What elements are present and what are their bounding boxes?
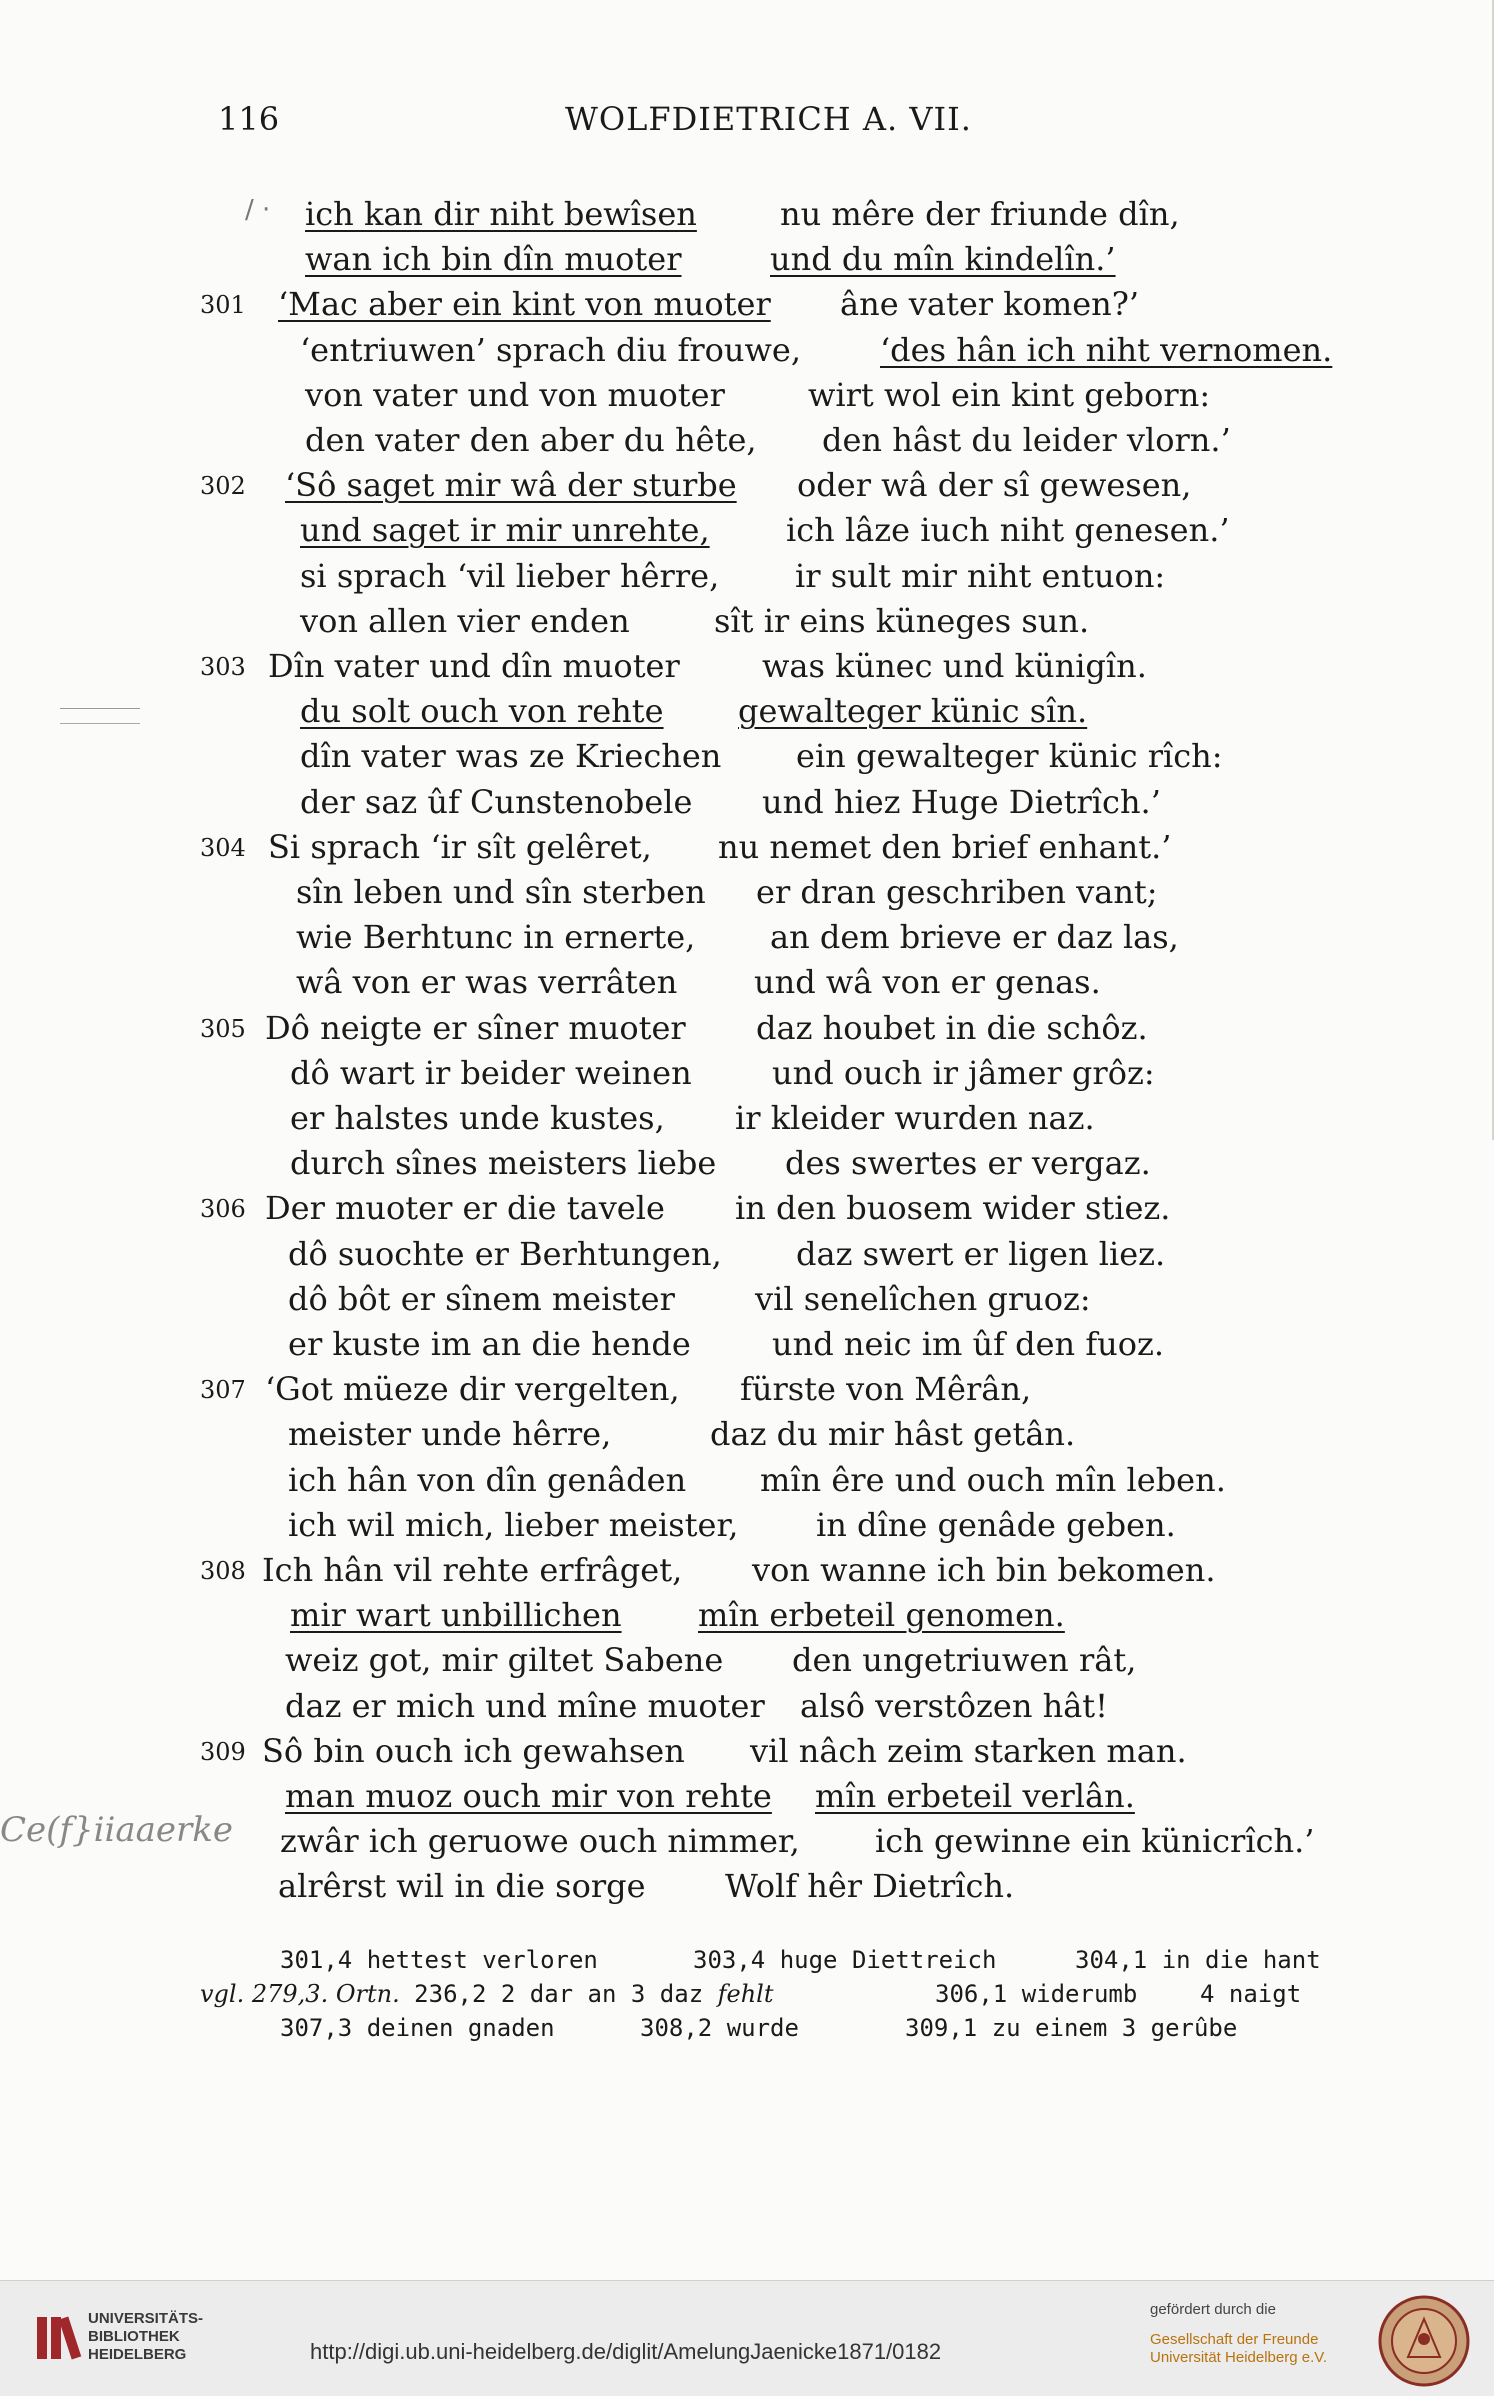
verse-second-half: und hiez Huge Dietrîch.’ bbox=[762, 783, 1161, 821]
verse-first-half: mir wart unbillichen bbox=[290, 1596, 622, 1634]
verse-second-half: ‘des hân ich niht vernomen. bbox=[880, 331, 1333, 369]
sponsor-label: gefördert durch die bbox=[1150, 2301, 1276, 2318]
verse-second-half: ein gewalteger künic rîch: bbox=[796, 737, 1223, 775]
verse-first-half: zwâr ich geruowe ouch nimmer, bbox=[280, 1822, 800, 1860]
library-name-line: UNIVERSITÄTS- bbox=[88, 2310, 204, 2327]
verse-number: 301 bbox=[200, 291, 246, 319]
verse-first-half: von vater und von muoter bbox=[305, 376, 725, 414]
verse-line bbox=[0, 1461, 1494, 1505]
verse-second-half: nu nemet den brief enhant.’ bbox=[718, 828, 1172, 866]
verse-line bbox=[0, 1325, 1494, 1369]
verse-second-half: an dem brieve er daz las, bbox=[770, 918, 1179, 956]
verse-second-half: des swertes er vergaz. bbox=[785, 1144, 1151, 1182]
verse-first-half: ‘Mac aber ein kint von muoter bbox=[278, 285, 771, 323]
verse-first-half: er kuste im an die hende bbox=[288, 1325, 691, 1363]
verse-first-half: Dô neigte er sîner muoter bbox=[265, 1009, 686, 1047]
verse-first-half: weiz got, mir giltet Sabene bbox=[285, 1641, 724, 1679]
verse-second-half: ir sult mir niht entuon: bbox=[795, 557, 1166, 595]
verse-line bbox=[0, 963, 1494, 1007]
verse-second-half: was künec und künigîn. bbox=[762, 647, 1147, 685]
verse-line bbox=[0, 737, 1494, 781]
verse-second-half: âne vater komen?’ bbox=[840, 285, 1140, 323]
verse-first-half: Ich hân vil rehte erfrâget, bbox=[262, 1551, 683, 1589]
verse-line bbox=[0, 557, 1494, 601]
verse-first-half: durch sînes meisters liebe bbox=[290, 1144, 717, 1182]
verse-second-half: alsô verstôzen hât! bbox=[800, 1687, 1109, 1725]
verse-second-half: den ungetriuwen rât, bbox=[792, 1641, 1137, 1679]
verse-first-half: von allen vier enden bbox=[300, 602, 630, 640]
verse-second-half: und ouch ir jâmer grôz: bbox=[772, 1054, 1155, 1092]
verse-first-half: ich wil mich, lieber meister, bbox=[288, 1506, 739, 1544]
verse-second-half: mîn erbeteil verlân. bbox=[815, 1777, 1135, 1815]
verse-second-half: ich lâze iuch niht genesen.’ bbox=[786, 511, 1230, 549]
verse-second-half: vil nâch zeim starken man. bbox=[750, 1732, 1187, 1770]
verse-first-half: dô wart ir beider weinen bbox=[290, 1054, 692, 1092]
verse-first-half: dô bôt er sînem meister bbox=[288, 1280, 675, 1318]
footnote: 304,1 in die hant bbox=[1075, 1946, 1321, 1974]
sponsor-name-line: Gesellschaft der Freunde bbox=[1150, 2331, 1319, 2348]
verse-line bbox=[0, 195, 1494, 239]
verse-line bbox=[0, 1189, 1494, 1233]
verse-number: 308 bbox=[200, 1557, 246, 1585]
verse-line bbox=[0, 1415, 1494, 1459]
verse-second-half: und wâ von er genas. bbox=[754, 963, 1101, 1001]
verse-line bbox=[0, 1370, 1494, 1414]
verse-number: 309 bbox=[200, 1738, 246, 1766]
verse-line bbox=[0, 873, 1494, 917]
footnote: 301,4 hettest verloren bbox=[280, 1946, 598, 1974]
pencil-margin-mark: / · bbox=[245, 195, 271, 225]
footnote: 4 naigt bbox=[1200, 1980, 1302, 2008]
verse-second-half: in den buosem wider stiez. bbox=[735, 1189, 1171, 1227]
verse-second-half: und neic im ûf den fuoz. bbox=[772, 1325, 1165, 1363]
verse-first-half: den vater den aber du hête, bbox=[305, 421, 757, 459]
verse-first-half: ‘Sô saget mir wâ der sturbe bbox=[285, 466, 737, 504]
verse-first-half: wan ich bin dîn muoter bbox=[305, 240, 682, 278]
verse-line bbox=[0, 1144, 1494, 1188]
viewer-footer bbox=[0, 2280, 1494, 2396]
verse-line bbox=[0, 376, 1494, 420]
verse-first-half: wie Berhtunc in ernerte, bbox=[296, 918, 696, 956]
verse-line bbox=[0, 783, 1494, 827]
footnote: 309,1 zu einem 3 gerûbe bbox=[905, 2014, 1238, 2042]
verse-first-half: ich kan dir niht bewîsen bbox=[305, 195, 697, 233]
footnote-part: 236,2 2 dar an 3 daz bbox=[399, 1980, 718, 2008]
verse-line bbox=[0, 240, 1494, 284]
verse-first-half: meister unde hêrre, bbox=[288, 1415, 612, 1453]
verse-line bbox=[0, 1822, 1494, 1866]
verse-second-half: fürste von Mêrân, bbox=[740, 1370, 1032, 1408]
verse-second-half: in dîne genâde geben. bbox=[816, 1506, 1176, 1544]
verse-first-half: und saget ir mir unrehte, bbox=[300, 511, 710, 549]
verse-line bbox=[0, 331, 1494, 375]
verse-line bbox=[0, 466, 1494, 510]
footnote-line-3 bbox=[0, 2014, 1494, 2046]
verse-second-half: vil senelîchen gruoz: bbox=[755, 1280, 1091, 1318]
verse-line bbox=[0, 1777, 1494, 1821]
verse-second-half: mîn erbeteil genomen. bbox=[698, 1596, 1065, 1634]
verse-second-half: nu mêre der friunde dîn, bbox=[780, 195, 1180, 233]
page-number: 116 bbox=[218, 100, 280, 138]
verse-number: 306 bbox=[200, 1195, 246, 1223]
verse-line bbox=[0, 1867, 1494, 1911]
verse-first-half: Si sprach ‘ir sît gelêret, bbox=[268, 828, 652, 866]
sponsor-name bbox=[1150, 2331, 1327, 2367]
verse-line bbox=[0, 1506, 1494, 1550]
verse-first-half: Der muoter er die tavele bbox=[265, 1189, 665, 1227]
verse-second-half: daz swert er ligen liez. bbox=[796, 1235, 1166, 1273]
verse-first-half: daz er mich und mîne muoter bbox=[285, 1687, 765, 1725]
verse-number: 307 bbox=[200, 1376, 246, 1404]
footnote-italic: vgl. 279,3. bbox=[200, 1980, 336, 2008]
verse-first-half: Sô bin ouch ich gewahsen bbox=[262, 1732, 685, 1770]
footnote-italic: Ortn. bbox=[335, 1980, 400, 2008]
sponsor-name-line: Universität Heidelberg e.V. bbox=[1150, 2349, 1328, 2366]
footnote: 308,2 wurde bbox=[640, 2014, 799, 2042]
verse-line bbox=[0, 692, 1494, 736]
footnote-line-2 bbox=[0, 1980, 1494, 2012]
verse-number: 304 bbox=[200, 834, 246, 862]
verse-first-half: du solt ouch von rehte bbox=[300, 692, 664, 730]
verse-number: 305 bbox=[200, 1015, 246, 1043]
verse-first-half: alrêrst wil in die sorge bbox=[278, 1867, 646, 1905]
verse-line bbox=[0, 285, 1494, 329]
library-name bbox=[88, 2310, 228, 2364]
verse-first-half: dîn vater was ze Kriechen bbox=[300, 737, 722, 775]
library-name-line: BIBLIOTHEK bbox=[88, 2328, 180, 2345]
verse-second-half: Wolf hêr Dietrîch. bbox=[725, 1867, 1015, 1905]
verse-line bbox=[0, 1687, 1494, 1731]
verse-first-half: si sprach ‘vil lieber hêrre, bbox=[300, 557, 720, 595]
library-name-line: HEIDELBERG bbox=[88, 2346, 187, 2363]
footnote: 307,3 deinen gnaden bbox=[280, 2014, 555, 2042]
verse-second-half: von wanne ich bin bekomen. bbox=[752, 1551, 1216, 1589]
verse-line bbox=[0, 1280, 1494, 1324]
verse-number: 303 bbox=[200, 653, 246, 681]
page-header bbox=[0, 100, 1494, 150]
verse-second-half: oder wâ der sî gewesen, bbox=[797, 466, 1192, 504]
verse-line bbox=[0, 1641, 1494, 1685]
verse-second-half: den hâst du leider vlorn.’ bbox=[822, 421, 1231, 459]
verse-line bbox=[0, 1235, 1494, 1279]
verse-line bbox=[0, 1009, 1494, 1053]
verse-first-half: Dîn vater und dîn muoter bbox=[268, 647, 680, 685]
footnote: 303,4 huge Diettreich bbox=[693, 1946, 997, 1974]
verse-first-half: der saz ûf Cunstenobele bbox=[300, 783, 693, 821]
verse-number: 302 bbox=[200, 472, 246, 500]
verse-first-half: man muoz ouch mir von rehte bbox=[285, 1777, 772, 1815]
verse-line bbox=[0, 1054, 1494, 1098]
verse-line bbox=[0, 828, 1494, 872]
verse-line bbox=[0, 1732, 1494, 1776]
verse-line bbox=[0, 918, 1494, 962]
verse-second-half: daz du mir hâst getân. bbox=[710, 1415, 1076, 1453]
verse-line bbox=[0, 1099, 1494, 1143]
footnote-line-1 bbox=[0, 1946, 1494, 1978]
verse-line bbox=[0, 602, 1494, 646]
permalink-url[interactable]: http://digi.ub.uni-heidelberg.de/diglit/AmelungJaenicke1871/0182 bbox=[310, 2339, 942, 2364]
verse-second-half: er dran geschriben vant; bbox=[756, 873, 1158, 911]
verse-line bbox=[0, 1551, 1494, 1595]
verse-first-half: dô suochte er Berhtungen, bbox=[288, 1235, 722, 1273]
running-head: WOLFDIETRICH A. VII. bbox=[565, 100, 972, 138]
verse-first-half: ‘entriuwen’ sprach diu frouwe, bbox=[300, 331, 801, 369]
verse-second-half: ir kleider wurden naz. bbox=[735, 1099, 1095, 1137]
verse-second-half: wirt wol ein kint geborn: bbox=[808, 376, 1211, 414]
pencil-side-note: Ce(f}iiaaerke bbox=[0, 1810, 234, 1850]
verse-second-half: daz houbet in die schôz. bbox=[756, 1009, 1148, 1047]
verse-second-half: ich gewinne ein künicrîch.’ bbox=[875, 1822, 1315, 1860]
footnote bbox=[200, 1980, 773, 2008]
verse-first-half: wâ von er was verrâten bbox=[296, 963, 678, 1001]
verse-line bbox=[0, 511, 1494, 555]
footnote-italic: fehlt bbox=[717, 1980, 774, 2008]
verse-line bbox=[0, 1596, 1494, 1640]
verse-second-half: mîn êre und ouch mîn leben. bbox=[760, 1461, 1226, 1499]
verse-first-half: er halstes unde kustes, bbox=[290, 1099, 665, 1137]
footnote: 306,1 widerumb bbox=[935, 1980, 1138, 2008]
library-logo-icon bbox=[35, 2313, 83, 2363]
verse-line bbox=[0, 647, 1494, 691]
verse-first-half: sîn leben und sîn sterben bbox=[296, 873, 706, 911]
verse-second-half: und du mîn kindelîn.’ bbox=[770, 240, 1116, 278]
verse-first-half: ich hân von dîn genâden bbox=[288, 1461, 687, 1499]
verse-line bbox=[0, 421, 1494, 465]
verse-second-half: gewalteger künic sîn. bbox=[738, 692, 1088, 730]
verse-second-half: sît ir eins küneges sun. bbox=[714, 602, 1090, 640]
university-seal-icon bbox=[1378, 2295, 1470, 2387]
verse-first-half: ‘Got müeze dir vergelten, bbox=[265, 1370, 680, 1408]
